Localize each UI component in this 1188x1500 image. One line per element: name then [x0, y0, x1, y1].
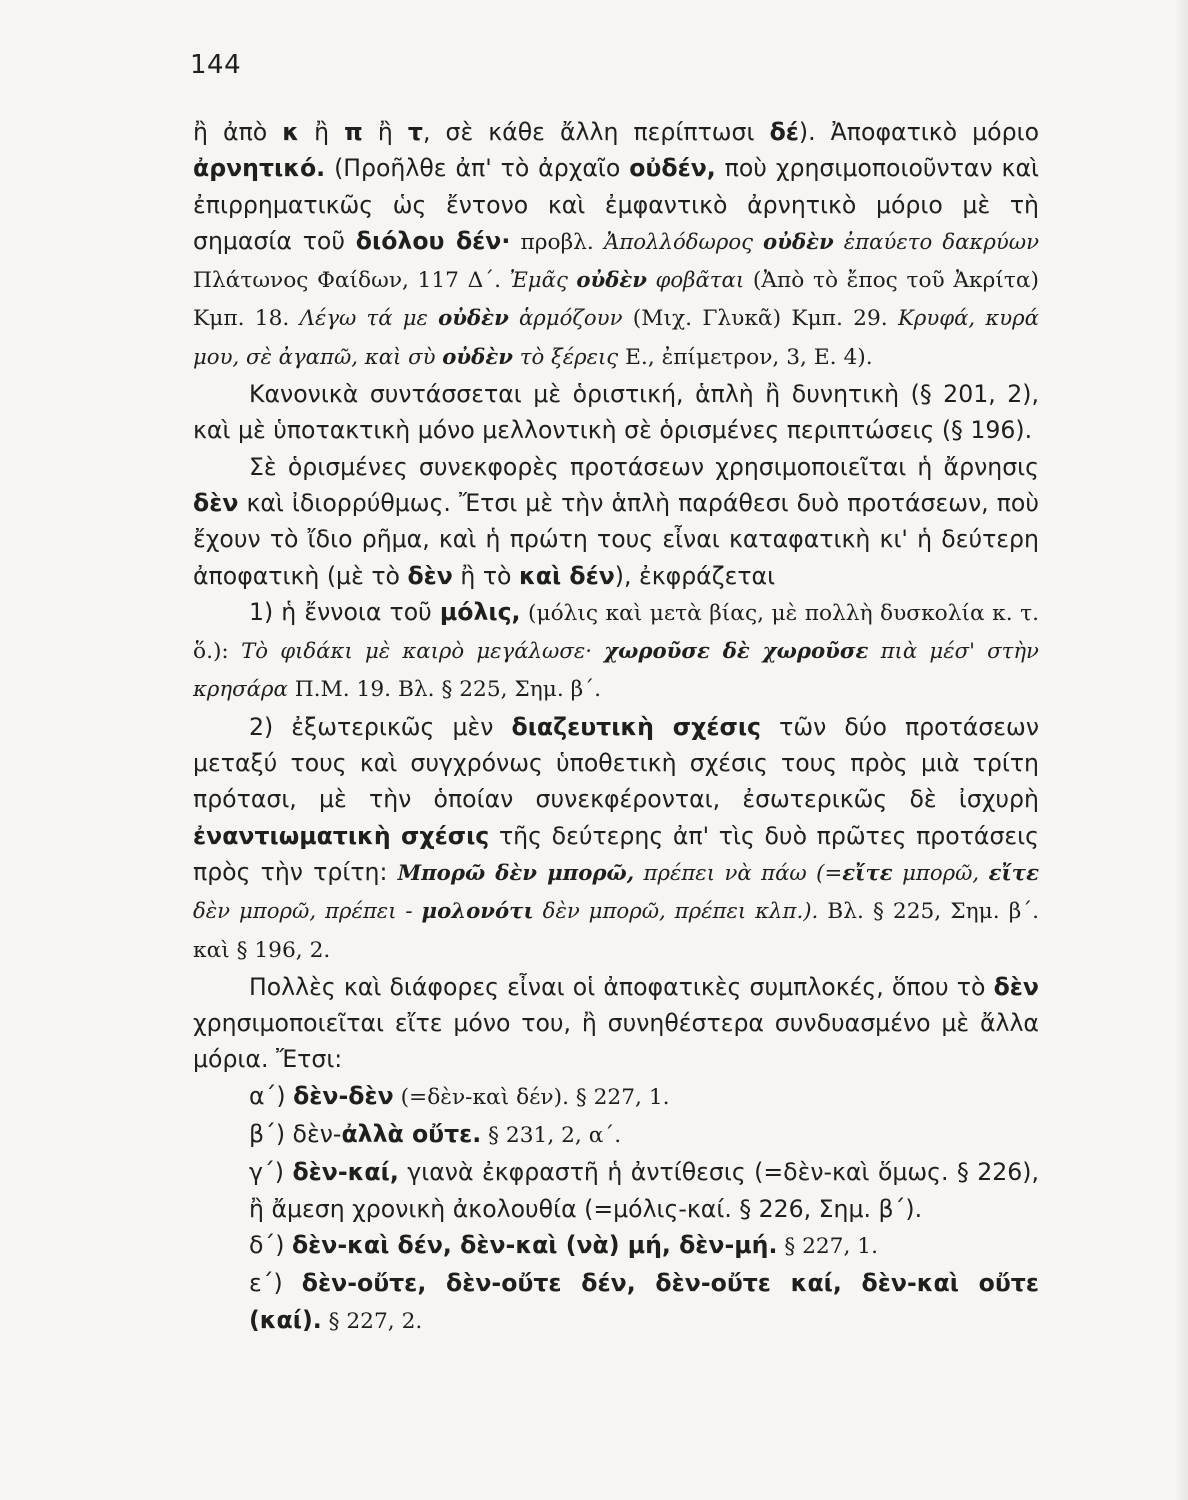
text-run: Λέγω τά με [299, 306, 439, 332]
text-run: 2) ἐξωτερικῶς μὲν [249, 712, 512, 741]
list-item-alpha [193, 1078, 1039, 1116]
text-run: οὐδὲν [442, 344, 513, 370]
text-run: μολονότι [421, 899, 534, 925]
text-run: δ΄) [249, 1230, 292, 1259]
text-run: πιὰ μέσ' στὴν κρησάρα [193, 639, 1039, 703]
text-run: δέ [769, 118, 799, 146]
text-run: χρησιμοποιεῖται εἴτε μόνο του, ἢ συνηθέστερα συνδυασμένο μὲ ἄλλα μόρια. Ἔτσι: [193, 1009, 1039, 1074]
text-run: διαζευτικὴ σχέσις [511, 712, 762, 741]
text-run: β΄) δὲν- [249, 1120, 342, 1149]
text-run: Πλάτωνος Φαίδων, 117 Δ΄. [193, 268, 510, 294]
text-run: ποὺ χρησιμοποιοῦνταν καὶ ἐπιρρηματικῶς ὡς ἔντονο καὶ ἐμφαντικὸ ἀρνητικὸ μόριο μὲ τὴ σημασία τοῦ [193, 154, 1039, 255]
text-run: ἢ [362, 118, 408, 146]
text-run: οὐδέν, [629, 154, 716, 183]
text-run: καὶ δέν [518, 561, 615, 590]
text-run: Σὲ ὁρισμένες συνεκφορὲς προτάσεων χρησιμοποιεῖται ἡ ἄρνησις [249, 452, 1039, 481]
text-run: Ἀπολλόδωρος [603, 229, 764, 255]
paragraph-combinations [193, 969, 1039, 1078]
text-run: δὲν-καί, [292, 1158, 399, 1187]
text-run: τῆς δεύτερης ἀπ' τὶς δυὸ πρῶτες προτάσεις πρὸς τὴν τρίτη: [193, 821, 1039, 886]
text-run: Κρυφά, κυρά μου, σὲ ἀγαπῶ, καὶ σὺ [193, 306, 1039, 370]
text-run: οὐδὲν [576, 268, 648, 294]
text-run: ἢ [299, 118, 345, 146]
text-run: ε΄) [249, 1269, 302, 1298]
text-run: δὲν [193, 488, 239, 517]
text-run: τῶν δύο προτάσεων μεταξύ τους καὶ συγχρόνως ὑποθετικὴ σχέσις τους πρὸς μιὰ τρίτη πρότασι, μὲ τὴν ὁποίαν συνεκφέρονται, ἐσωτερικῶς δὲ ἰσχυρὴ [193, 712, 1039, 814]
text-run: κ [282, 118, 300, 146]
text-run: Τὸ φιδάκι μὲ καιρὸ μεγάλωσε· [241, 639, 605, 665]
text-run: (Ἀπὸ τὸ ἔπος τοῦ Ἀκρίτα) Κμπ. 18. [193, 268, 1039, 332]
text-run: § 231, 2, α΄. [481, 1123, 622, 1149]
text-run: καὶ ἰδιορρύθμως. Ἔτσι μὲ τὴν ἁπλὴ παράθεσι δυὸ προτάσεων, ποὺ ἔχουν τὸ ἴδιο ρῆμα, καὶ ἡ πρώτη τους εἶναι καταφατικὴ κι' ἡ δεύτερη ἀποφατικὴ (μὲ τὸ [193, 488, 1039, 590]
text-run: εἴτε [842, 860, 893, 886]
text-run: προβλ. [510, 229, 604, 255]
text-run: δὲν [993, 972, 1039, 1001]
text-run: (μόλις καὶ μετὰ βίας, μὲ πολλὴ δυσκολία κ. τ. ὅ.): [193, 600, 1040, 665]
text-run: Ἐμᾶς [509, 268, 577, 294]
text-run: § 227, 2. [321, 1308, 423, 1334]
paragraph-item-2 [193, 709, 1039, 969]
text-run: δὲν-καὶ δέν, δὲν-καὶ (νὰ) μή, δὲν-μή. [291, 1230, 778, 1259]
text-run: (=δὲν-καὶ δέν). § 227, 1. [393, 1084, 670, 1110]
text-run: § 227, 1. [777, 1233, 879, 1259]
text-run: ), ἐκφράζεται [614, 561, 776, 590]
text-run: ἢ ἀπὸ [193, 118, 283, 146]
text-run: οὐδὲν [438, 306, 509, 332]
text-run: δὲν μπορῶ, πρέπει κλπ.). [533, 899, 819, 925]
text-run: ἀρνητικό. [193, 154, 326, 183]
page-edge-shadow [1174, 0, 1188, 1500]
list-item-delta [193, 1227, 1039, 1265]
text-run: Ε., ἐπίμετρον, 3, Ε. 4). [618, 344, 873, 370]
text-run: (Προῆλθε ἀπ' τὸ ἀρχαῖο [325, 154, 630, 183]
text-run: ). Ἀποφατικὸ μόριο [798, 118, 1039, 146]
text-run: εἴτε [988, 860, 1039, 886]
list-item-gamma [193, 1154, 1039, 1227]
paragraph-idiomatic-use [193, 449, 1039, 594]
paragraph-definition [193, 114, 1039, 376]
list-item-epsilon [193, 1265, 1039, 1340]
text-run: μπορῶ, [892, 860, 989, 886]
text-run: δὲν-οὔτε, δὲν-οὔτε δέν, δὲν-οὔτε καί, δὲν-καὶ οὔτε (καί). [249, 1269, 1039, 1334]
text-run: γιανὰ ἐκφραστῆ ἡ ἀντίθεσις (=δὲν-καὶ ὅμως. § 226), ἢ ἄμεση χρονικὴ ἀκολουθία (=μόλις-καί. § 226, Σημ. β΄). [249, 1158, 1039, 1223]
text-run: Βλ. § 225, Σημ. β΄. καὶ § 196, 2. [193, 899, 1039, 963]
page-number: 144 [190, 50, 242, 80]
text-run: πρέπει νὰ πάω (= [634, 860, 843, 886]
text-run: Π.Μ. 19. Βλ. § 225, Σημ. β΄. [287, 677, 601, 703]
text-run: ἐναντιωματικὴ σχέσις [193, 821, 490, 850]
text-run: Μπορῶ δὲν μπορῶ, [397, 860, 635, 886]
text-run: Πολλὲς καὶ διάφορες εἶναι οἱ ἀποφατικὲς συμπλοκές, ὅπου τὸ [249, 972, 994, 1001]
paragraph-syntax [193, 376, 1039, 449]
text-run: , σὲ κάθε ἄλλη περίπτωσι [422, 118, 770, 146]
text-run: τ [407, 118, 423, 146]
paragraph-item-1 [193, 594, 1039, 709]
text-run: οὐδὲν [763, 229, 834, 255]
text-run: φοβᾶται [647, 268, 745, 294]
text-run: ἀλλὰ οὔτε. [341, 1120, 482, 1149]
text-run: δὲν [407, 561, 453, 590]
text-run: ἢ τὸ [452, 561, 519, 590]
text-run: δὲν μπορῶ, πρέπει - [193, 899, 422, 925]
text-run: 1) ἡ ἔννοια τοῦ [249, 597, 440, 626]
text-run: ἁρμόζουν [508, 306, 623, 332]
text-run: π [344, 118, 363, 146]
main-text [193, 114, 1039, 1340]
text-run: χωροῦσε δὲ χωροῦσε [604, 639, 869, 665]
text-run: γ΄) [249, 1158, 293, 1187]
text-run: δὲν-δὲν [293, 1081, 394, 1110]
text-run: ἐπαύετο δακρύων [833, 229, 1039, 255]
text-run: τὸ ξέρεις [512, 344, 619, 370]
text-run: Κανονικὰ συντάσσεται μὲ ὁριστική, ἁπλὴ ἢ δυνητικὴ (§ 201, 2), καὶ μὲ ὑποτακτικὴ μόνο μελλοντικὴ σὲ ὁρισμένες περιπτώσεις (§ 196). [193, 380, 1039, 445]
text-run: (Μιχ. Γλυκᾶ) Κμπ. 29. [622, 306, 898, 332]
text-run: διόλου δέν· [355, 226, 511, 255]
list-item-beta [193, 1116, 1039, 1154]
text-run: α΄) [249, 1081, 294, 1110]
text-run: μόλις, [439, 597, 521, 626]
